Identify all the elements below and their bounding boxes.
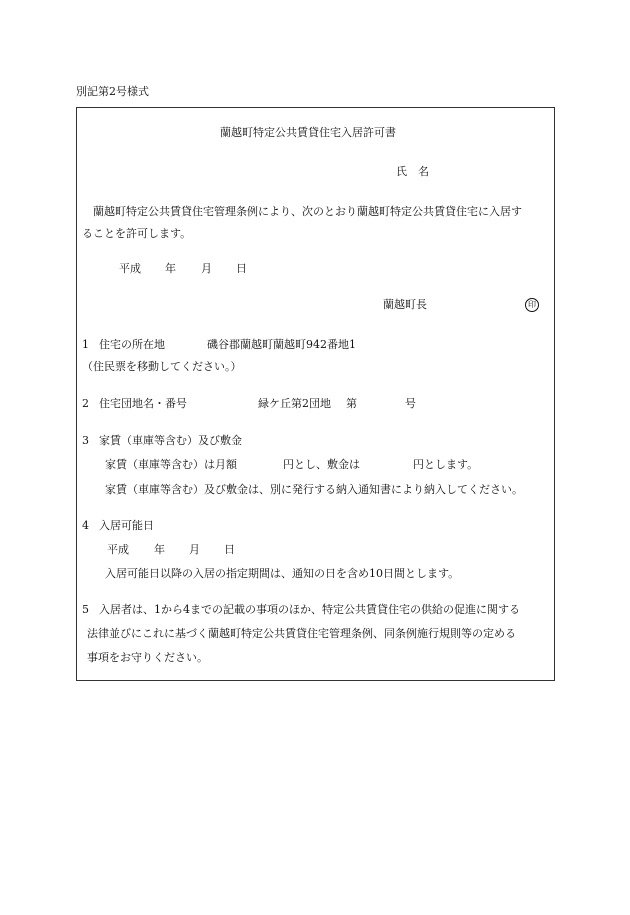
- item-1-note: （住民票を移動してください。）: [82, 360, 242, 373]
- item-4-date-month: 月: [189, 543, 200, 556]
- item-5-line-1: 入居者は、1から4までの記載の事項のほか、特定公共賃貸住宅の供給の促進に関する: [99, 603, 520, 616]
- item-2-number: 2: [82, 397, 89, 410]
- body-text-line-1: 蘭越町特定公共賃貸住宅管理条例により、次のとおり蘭越町特定公共賃貸住宅に入居す: [93, 205, 522, 218]
- issue-date-month: 月: [201, 262, 212, 275]
- permit-form-frame: [76, 107, 555, 681]
- item-4-date-era: 平成: [107, 543, 129, 556]
- item-4-line-2: 入居可能日以降の入居の指定期間は、通知の日を含め10日間とします。: [105, 567, 460, 580]
- form-number-label: 別記第2号様式: [76, 85, 149, 98]
- item-2-go: 号: [405, 397, 416, 410]
- document-title: 蘭越町特定公共賃貸住宅入居許可書: [220, 126, 396, 139]
- body-text-line-2: ることを許可します。: [82, 227, 192, 240]
- issue-date-year: 年: [165, 262, 176, 275]
- item-2-dai: 第: [346, 397, 357, 410]
- item-3-rent-b: 円とし、敷金は: [283, 458, 360, 471]
- issue-date-day: 日: [236, 262, 247, 275]
- item-2-label: 住宅団地名・番号: [99, 397, 187, 410]
- item-3-rent-line-2: 家賃（車庫等含む）及び敷金は、別に発行する納入通知書により納入してください。: [105, 483, 523, 496]
- item-4-date-year: 年: [154, 543, 165, 556]
- issuer-name: 蘭越町長: [383, 298, 427, 311]
- item-4-date-day: 日: [224, 543, 235, 556]
- item-5-line-2: 法律並びにこれに基づく蘭越町特定公共賃貸住宅管理条例、同条例施行規則等の定める: [87, 627, 516, 640]
- item-3-rent-a: 家賃（車庫等含む）は月額: [105, 458, 237, 471]
- item-3-number: 3: [82, 434, 89, 447]
- issue-date-era: 平成: [119, 262, 141, 275]
- seal-mark: 印: [525, 298, 539, 312]
- item-5-line-3: 事項をお守りください。: [87, 651, 208, 664]
- item-1-label: 住宅の所在地: [99, 338, 165, 351]
- item-3-label: 家賃（車庫等含む）及び敷金: [99, 434, 242, 447]
- item-4-number: 4: [82, 519, 89, 532]
- item-1-address: 磯谷郡蘭越町蘭越町942番地1: [207, 338, 356, 351]
- item-3-rent-c: 円とします。: [413, 458, 479, 471]
- item-2-complex-name: 緑ケ丘第2団地: [258, 397, 331, 410]
- item-4-label: 入居可能日: [99, 519, 154, 532]
- item-5-number: 5: [82, 603, 89, 616]
- recipient-name-label: 氏 名: [396, 165, 429, 178]
- item-1-number: 1: [82, 338, 89, 351]
